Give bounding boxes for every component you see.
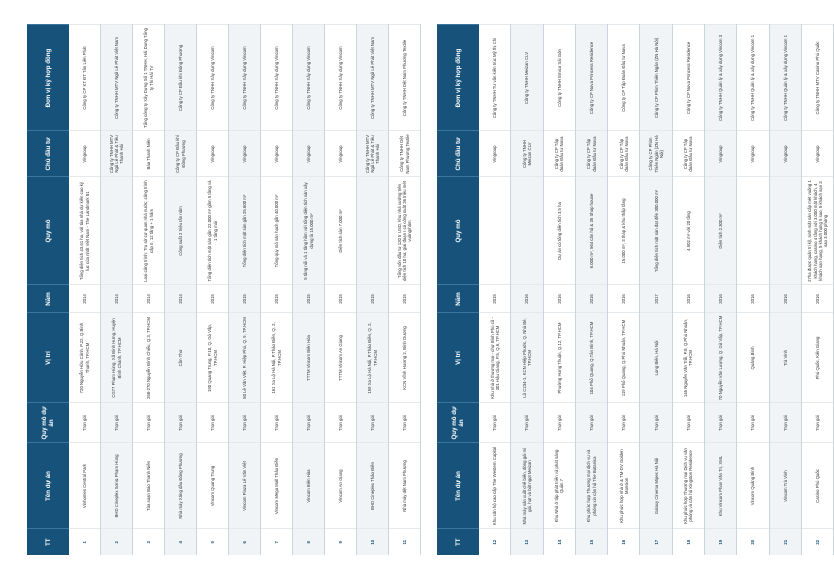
cell-size: Tổng diện tích mặt sàn gần 25.600 m² [229, 177, 261, 285]
cell-year: 2014 [165, 285, 197, 313]
table-body [479, 25, 834, 555]
header-scale: Quy mô dự án [437, 403, 479, 443]
cell-tt: 1 [69, 529, 101, 555]
cell-tt: 3 [133, 529, 165, 555]
header-year: Năm [27, 285, 69, 313]
cell-year: 2017 [640, 285, 672, 313]
cell-project: Nhà máy Xăng dầu Đông Phương [165, 443, 197, 529]
table-row [479, 25, 511, 555]
cell-contractor: Công ty TNHH Tư vấn kiến trúc Mỹ thị Chi [479, 25, 511, 131]
cell-location: 161 Xa Lộ Hà Nội, P.Thảo Điền, Q. 2, TP.HCM [261, 313, 293, 403]
cell-tt: 12 [479, 529, 511, 555]
cell-project: Vinhomes Central Park [69, 443, 101, 529]
cell-investor: Công ty TNHH MTV Ngô Lê Phát & Tiêu Thanh Hải [357, 131, 389, 177]
reference-table-2 [437, 25, 834, 556]
header-project: Tên dự án [437, 443, 479, 529]
cell-scale: Trọn gói [801, 403, 833, 443]
cell-location: 146 Nguyễn Văn Trỗi, P.8, Q.Phú Nhuận, TP.HCM [672, 313, 704, 403]
cell-investor: Vingroup [737, 131, 769, 177]
table-row [133, 25, 165, 555]
table-row [197, 25, 229, 555]
cell-location: 70 Nguyễn Văn Lượng, Q. Gò Vấp, TP.HCM [705, 313, 737, 403]
cell-project: Galaxy Cinema Mipec Hà Nội [640, 443, 672, 529]
cell-scale: Trọn gói [608, 403, 640, 443]
table-row [357, 25, 389, 555]
cell-project: Khu căn hộ cao cấp The Western Capital [479, 443, 511, 529]
cell-contractor: Công ty TNHH Quản lý & xây dựng Vincom 1 [769, 25, 801, 131]
cell-investor: Vingroup [479, 131, 511, 177]
cell-size: Công suất 2 triệu tấn năm [165, 177, 197, 285]
cell-location: 119 Phổ Quang, Q.Phú Nhuận, TP.HCM [608, 313, 640, 403]
table-header-row [27, 25, 69, 555]
cell-location: KCN Vĩnh Hương 2, Bình Dương [389, 313, 421, 403]
cell-location: Phường Hưng Thuận, Q.12, TP.HCM [543, 313, 575, 403]
cell-size [357, 177, 389, 285]
cell-year: 2014 [101, 285, 133, 313]
header-contractor: Đơn vị ký hợp đồng [437, 25, 479, 131]
table-row [101, 25, 133, 555]
cell-investor: Công ty CP Tập đoàn Đầu tư Nova [575, 131, 607, 177]
cell-tt: 16 [608, 529, 640, 555]
cell-size: Diện tích sàn 7.000 m² [325, 177, 357, 285]
table-row [511, 25, 543, 555]
cell-scale: Trọn gói [705, 403, 737, 443]
cell-investor: Vingroup [705, 131, 737, 177]
table-row [293, 25, 325, 555]
cell-scale: Trọn gói [389, 403, 421, 443]
cell-year: 2016 [511, 285, 543, 313]
cell-contractor: Công ty TNHH Meizan CLV [511, 25, 543, 131]
cell-year: 2016 [769, 285, 801, 313]
cell-contractor: Công ty TNHH Quản lý & xây dựng Vincom 3 [705, 25, 737, 131]
cell-project: Khu phức hợp nhà ở & TM-DV Golden Mansion [608, 443, 640, 529]
cell-contractor: Công ty TNHH Xây dựng Vincom [293, 25, 325, 131]
cell-tt: 19 [705, 529, 737, 555]
table-row [325, 25, 357, 555]
cell-project: Vincom Quảng Bình [737, 443, 769, 529]
cell-project: BHD Cineplex Sơn& Phạm Hùng [101, 443, 133, 529]
cell-year: 2016 [575, 285, 607, 313]
cell-scale: Trọn gói [197, 403, 229, 443]
cell-scale: Trọn gói [737, 403, 769, 443]
cell-location: 159 Xa Lộ Hà Nội, P.Thảo Điền, Q. 2, TP.HCM [357, 313, 389, 403]
cell-tt: 4 [165, 529, 197, 555]
cell-year: 2015 [357, 285, 389, 313]
table-row [640, 25, 672, 555]
cell-contractor: Công ty CP Nova Princess Residence [672, 25, 704, 131]
cell-project: Tòa soạn Báo Thanh Niên [133, 443, 165, 529]
header-location: Vị trí [437, 313, 479, 403]
cell-contractor: Công ty TNHH Dệt Nam Phương Textile [389, 25, 421, 131]
cell-scale: Trọn gói [69, 403, 101, 443]
table-row [608, 25, 640, 555]
cell-location: Lô C234-1, KCN Hiệp Phước, Q. Nhà Bè, TP.HCM [511, 313, 543, 403]
cell-scale: Trọn gói [293, 403, 325, 443]
cell-investor: Vingroup [69, 131, 101, 177]
cell-size: Diện tích 2.300 m² [705, 177, 737, 285]
cell-tt: 9 [325, 529, 357, 555]
cell-investor: Vingroup [801, 131, 833, 177]
cell-size: 5 tầng nổi và 1 tầng hầm với tổng diện tích sàn xây dựng là 15.000 m² [293, 177, 325, 285]
cell-year: 2015 [325, 285, 357, 313]
cell-tt: 6 [229, 529, 261, 555]
rotated-page-right [410, 0, 828, 579]
cell-location: Trà Vinh [769, 313, 801, 403]
cell-project: Khu Vincom Phan Văn Trị, XML [705, 443, 737, 529]
cell-size [737, 177, 769, 285]
cell-location: 190 Quang Trung, P.10, Q. Gò Vấp, TP.HCM [197, 313, 229, 403]
reference-table-1 [27, 25, 421, 556]
cell-location: TTTM Vincom Biên Hòa [293, 313, 325, 403]
cell-contractor: Công ty TNHH Xây dựng Vincom [261, 25, 293, 131]
cell-size: 27ha được quản trị kỹ, sinh mặt sàn cấp mét vuông 1 khách hạng, casino 4 tầng với 3.000 mặt khách, 4 khách sạn hạng, 5 khách hạng 5 sao, 5 khách sạn 3 sao 3.000 phòng [801, 177, 833, 285]
cell-project: Vincom Biên Hòa [293, 443, 325, 529]
cell-year: 2015 [261, 285, 293, 313]
header-investor: Chủ đầu tư [27, 131, 69, 177]
cell-investor: Công ty TNHH Dệt Nam Phương Textile [389, 131, 421, 177]
cell-scale: Trọn gói [511, 403, 543, 443]
cell-year: 2014 [133, 285, 165, 313]
cell-project: Khu phức hợp Thương mại dịch vụ và phòng xin cận hộ The Botanica [575, 443, 607, 529]
cell-scale: Trọn gói [543, 403, 575, 443]
cell-scale: Trọn gói [640, 403, 672, 443]
cell-tt: 8 [293, 529, 325, 555]
cell-size: Loại công trình: Trụ sở cơ quan nhà nước; công trình cấp II, 12 tầng + 1 hầm [133, 177, 165, 285]
cell-investor: Công ty CP Tập đoàn Đầu tư Nova [608, 131, 640, 177]
cell-tt: 11 [389, 529, 421, 555]
cell-location: Cần Thơ [165, 313, 197, 403]
cell-contractor: Công ty CP Tập Đoàn Đầu tư Nova [608, 25, 640, 131]
header-contractor: Đơn vị ký hợp đồng [27, 25, 69, 131]
cell-scale: Trọn gói [575, 403, 607, 443]
cell-size: Tổng diện tích 43,61 ha, với tòa nhà dự kiến cao kỷ lục của nhất Việt Nam - The Landmark 81 [69, 177, 101, 285]
header-location: Vị trí [27, 313, 69, 403]
table-row [672, 25, 704, 555]
header-project: Tên dự án [27, 443, 69, 529]
cell-location: 50 Lê Văn Việt, P. Hiệp Phú, Q. 9, TP.HCM [229, 313, 261, 403]
cell-project: Khu phức hợp Thương mại Dịch vụ văn phòng và căn hộ Kingston Residence [672, 443, 704, 529]
cell-tt: 14 [543, 529, 575, 555]
page-left [0, 0, 413, 579]
cell-year: 2016 [672, 285, 704, 313]
rotated-page-left [0, 0, 413, 579]
cell-project: Casino Phú Quốc [801, 443, 833, 529]
cell-size: Dự án có tổng diện tích 3,5 ha [543, 177, 575, 285]
table-row [165, 25, 197, 555]
cell-project: Nhà máy sản xuất chế biến, đóng gói mì gói, hạt và bột ngọt Meizan [511, 443, 543, 529]
header-size: Quy mô [437, 177, 479, 285]
cell-location: Quảng Bình [737, 313, 769, 403]
cell-year: 2016 [801, 285, 833, 313]
cell-size: 15.000 m², 3 tháp & khu thấp tầng [608, 177, 640, 285]
cell-investor: Công ty CP Tập đoàn Đầu tư Nova [543, 131, 575, 177]
cell-tt: 10 [357, 529, 389, 555]
table-row [705, 25, 737, 555]
header-scale: Quy mô dự án [27, 403, 69, 443]
cell-investor: Báo Thanh Niên [133, 131, 165, 177]
cell-size [511, 177, 543, 285]
cell-tt: 17 [640, 529, 672, 555]
cell-contractor: Công ty TNHH Xây dựng Vincom [229, 25, 261, 131]
cell-investor: Công ty CP Đầu khí Đông Phương [165, 131, 197, 177]
cell-scale: Trọn gói [133, 403, 165, 443]
cell-contractor: Công ty TNHH MTV Ngô Lê Phát Việt Nam [357, 25, 389, 131]
cell-scale: Trọn gói [325, 403, 357, 443]
cell-tt: 18 [672, 529, 704, 555]
cell-year: 2015 [479, 285, 511, 313]
cell-scale: Trọn gói [357, 403, 389, 443]
cell-project: Vincom Trà Vinh [769, 443, 801, 529]
cell-location: Khu nhà ở thương mại - chợ Bình Phú cũ - 301 Hậu Giang, P.5, Q.6, TP.HCM [479, 313, 511, 403]
cell-scale: Trọn gói [769, 403, 801, 443]
cell-project: Khu Nhà ở tập phát triển và phát sáng Quận 7 [543, 443, 575, 529]
cell-investor: Vingroup [197, 131, 229, 177]
cell-investor: Vingroup [293, 131, 325, 177]
cell-scale: Trọn gói [165, 403, 197, 443]
table-row [801, 25, 833, 555]
cell-year: 2016 [608, 285, 640, 313]
cell-location: Long Biên, Hà Nội [640, 313, 672, 403]
cell-size [101, 177, 133, 285]
cell-contractor: Công ty TNHH MTV Casino Phú Quốc [801, 25, 833, 131]
table-header-row [437, 25, 479, 555]
header-size: Quy mô [27, 177, 69, 285]
cell-scale: Trọn gói [229, 403, 261, 443]
cell-scale: Trọn gói [672, 403, 704, 443]
cell-year: 2016 [543, 285, 575, 313]
cell-size: Tổng quy mô sàn hạch gần 40.000 m² [261, 177, 293, 285]
cell-contractor: Công ty TNHH Emico Sài Gòn [543, 25, 575, 131]
cell-year: 2015 [229, 285, 261, 313]
cell-tt: 15 [575, 529, 607, 555]
table-row [737, 25, 769, 555]
table-row [575, 25, 607, 555]
cell-investor: Công ty TNHH MTV Ngô Lê Phát & Tiêu Thanh Hải [101, 131, 133, 177]
cell-investor: Công ty CP Tập đoàn Đầu tư Nova [672, 131, 704, 177]
cell-tt: 5 [197, 529, 229, 555]
cell-project: Vincom Mega Mall Thảo Điền [261, 443, 293, 529]
cell-size: Tổng vốn đầu tư 120 tr USD, khu nhà xưởng trên diện tích 10 ha, giai đoạn I có công suất 36 triệu mét vuông/năm [389, 177, 421, 285]
cell-contractor: Công ty TNHH Quản lý & xây dựng Vincom 1 [737, 25, 769, 131]
header-tt: TT [27, 529, 69, 555]
cell-investor: Công ty TNHH Meizan CLV [511, 131, 543, 177]
cell-tt: 7 [261, 529, 293, 555]
cell-project: Nhà máy dệt Nam Phương [389, 443, 421, 529]
cell-year: 2015 [293, 285, 325, 313]
cell-location: 104 Phổ Quang, Q.Tân Bình, TP.HCM [575, 313, 607, 403]
cell-investor: Công ty CP Phim Thiên Ngân (ZN Hà Nội) [640, 131, 672, 177]
cell-investor: Vingroup [325, 131, 357, 177]
cell-tt: 13 [511, 529, 543, 555]
header-year: Năm [437, 285, 479, 313]
cell-tt: 2 [101, 529, 133, 555]
header-investor: Chủ đầu tư [437, 131, 479, 177]
cell-project: Vincom Plaza Lê Văn Việt [229, 443, 261, 529]
cell-contractor: Công ty TNHH Xây dựng Vincom [325, 25, 357, 131]
cell-scale: Trọn gói [261, 403, 293, 443]
cell-contractor: Công ty CP Đầu khí Đông Phương [165, 25, 197, 131]
cell-location: CG77 Phạm Hùng, Xã Bình Hưng, Huyện Bình Chánh, TP.HCM [101, 313, 133, 403]
cell-location: TTTM Vincom An Giang [325, 313, 357, 403]
cell-investor: Vingroup [769, 131, 801, 177]
cell-location: Phú Quốc, Kiên Giang [801, 313, 833, 403]
header-tt: TT [437, 529, 479, 555]
cell-scale: Trọn gói [101, 403, 133, 443]
cell-tt: 22 [801, 529, 833, 555]
cell-project: Vincom An Giang [325, 443, 357, 529]
cell-contractor: Tổng công ty Xây Dựng Số 1 TNHH, Hải Dung Tổng ty Thi Hải TV [133, 25, 165, 131]
table-row [229, 25, 261, 555]
cell-size: Tổng diện tích mặt sàn gần 22.000 m² gồm 5 tầng và 1 tầng mái [197, 177, 229, 285]
cell-contractor: Công ty TNHH MTV Ngô Lê Phát Việt Nam [101, 25, 133, 131]
table-row [261, 25, 293, 555]
cell-size [769, 177, 801, 285]
cell-year: 2014 [69, 285, 101, 313]
table-row [69, 25, 101, 555]
cell-contractor: Công ty TNHH Xây dựng Vincom [197, 25, 229, 131]
cell-year: 2015 [197, 285, 229, 313]
cell-investor: Vingroup [261, 131, 293, 177]
cell-location: 268-270 Nguyễn Đình Chiểu, Q.3, TP.HCM [133, 313, 165, 403]
table-row [769, 25, 801, 555]
table-body [69, 25, 421, 555]
cell-contractor: Công ty CP Nova Princess Residence [575, 25, 607, 131]
cell-project: Vincom Quang Trung [197, 443, 229, 529]
cell-tt: 21 [769, 529, 801, 555]
page-right [410, 0, 828, 579]
cell-location: 720 Nguyễn Hữu Cảnh, P.22, Q.Bình Thạnh, TP.HCM [69, 313, 101, 403]
cell-year: 2016 [705, 285, 737, 313]
cell-size: 6.000 m², 564 căn hộ & 35 Shop house [575, 177, 607, 285]
cell-contractor: Công ty CP KT ĐT Tân Liên Phát [69, 25, 101, 131]
cell-year: 2016 [737, 285, 769, 313]
cell-tt: 20 [737, 529, 769, 555]
cell-contractor: Công ty CP Phim Thiên Ngân (ZN Hà Nội) [640, 25, 672, 131]
table-row [543, 25, 575, 555]
cell-project: BHD Cineplex Thảo Điền [357, 443, 389, 529]
cell-year: 2015 [389, 285, 421, 313]
cell-investor: Vingroup [229, 131, 261, 177]
cell-size: Tổng diện tích mặt sàn đạt đến 300.000 m² [640, 177, 672, 285]
cell-size [479, 177, 511, 285]
cell-scale: Trọn gói [479, 403, 511, 443]
cell-size: 4.902 m² với 20 tầng [672, 177, 704, 285]
